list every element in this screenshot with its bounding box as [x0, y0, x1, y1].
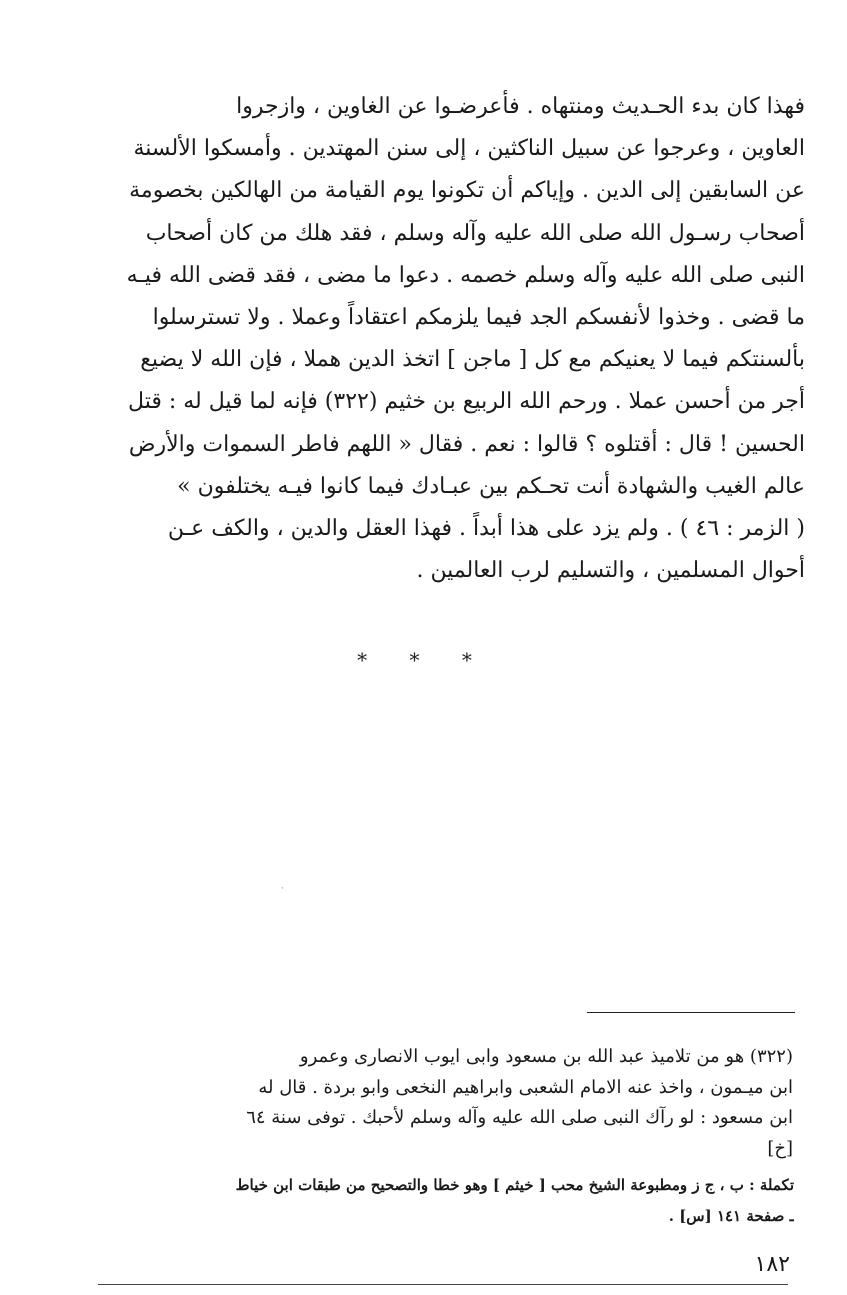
main-text-block [105, 86, 805, 592]
editorial-note-line: ـ صفحة ١٤١ [س] . [668, 1207, 794, 1225]
text-line: الحسين ! قال : أقتلوه ؟ قالوا : نعم . فقال « اللهم فاطر السموات والأرض [128, 431, 805, 457]
text-line: أجر من أحسن عملا . ورحم الله الربيع بن خثيم (٣٢٢) فإنه لما قيل له : قتل [128, 389, 805, 415]
scan-speck: · [281, 884, 284, 894]
text-line: ما قضى . وخذوا لأنفسكم الجد فيما يلزمكم اعتقاداً وعملا . ولا تسترسلوا [152, 304, 805, 330]
bottom-rule [98, 1284, 788, 1285]
text-line: العاوين ، وعرجوا عن سبيل الناكثين ، إلى سنن المهتدين . وأمسكوا الألسنة [133, 136, 805, 162]
footnote-line: [خ] [767, 1137, 793, 1159]
text-line: عن السابقين إلى الدين . وإياكم أن تكونوا يوم القيامة من الهالكين بخصومة [129, 178, 805, 204]
section-ornament: * * * [357, 648, 490, 672]
editorial-note-line: تكملة : ب ، ج ز ومطبوعة الشيخ محب [ خيثم ] وهو خطا والتصحيح من طبقات ابن خياط [235, 1176, 794, 1194]
text-line: أحوال المسلمين ، والتسليم لرب العالمين . [416, 558, 805, 584]
text-line: عالم الغيب والشهادة أنت تحـكم بين عبـادك فيما كانوا فيـه يختلفون » [177, 473, 805, 499]
text-line: النبى صلى الله عليه وآله وسلم خصمه . دعوا ما مضى ، فقد قضى الله فيـه [126, 262, 805, 288]
text-line: بألسنتكم فيما لا يعنيكم مع كل [ ماجن ] اتخذ الدين هملا ، فإن الله لا يضيع [140, 347, 805, 373]
footnote-line: ابن مسعود : لو رآك النبى صلى الله عليه وآله وسلم لأحبك . توفى سنة ٦٤ [246, 1107, 793, 1128]
text-line: أصحاب رسـول الله صلى الله عليه وآله وسلم ، فقد هلك من كان أصحاب [145, 220, 805, 246]
footnote-line: (٣٢٢) هو من تلاميذ عبد الله بن مسعود وابى ايوب الانصارى وعمرو [299, 1046, 793, 1067]
text-line: ( الزمر : ٤٦ ) . ولم يزد على هذا أبداً . فهذا العقل والدين ، والكف عـن [167, 515, 805, 541]
footnote-line: ابن ميـمون ، واخذ عنه الامام الشعبى وابراهيم النخعى وابو بردة . قال له [258, 1076, 793, 1098]
editorial-note-block [100, 1170, 794, 1232]
page-number: ١٨٢ [754, 1252, 790, 1277]
footnote-block [105, 1042, 793, 1164]
footnote-separator [587, 1012, 795, 1013]
text-line: فهذا كان بدء الحـديث ومنتهاه . فأعرضـوا عن الغاوين ، وازجروا [236, 94, 805, 119]
